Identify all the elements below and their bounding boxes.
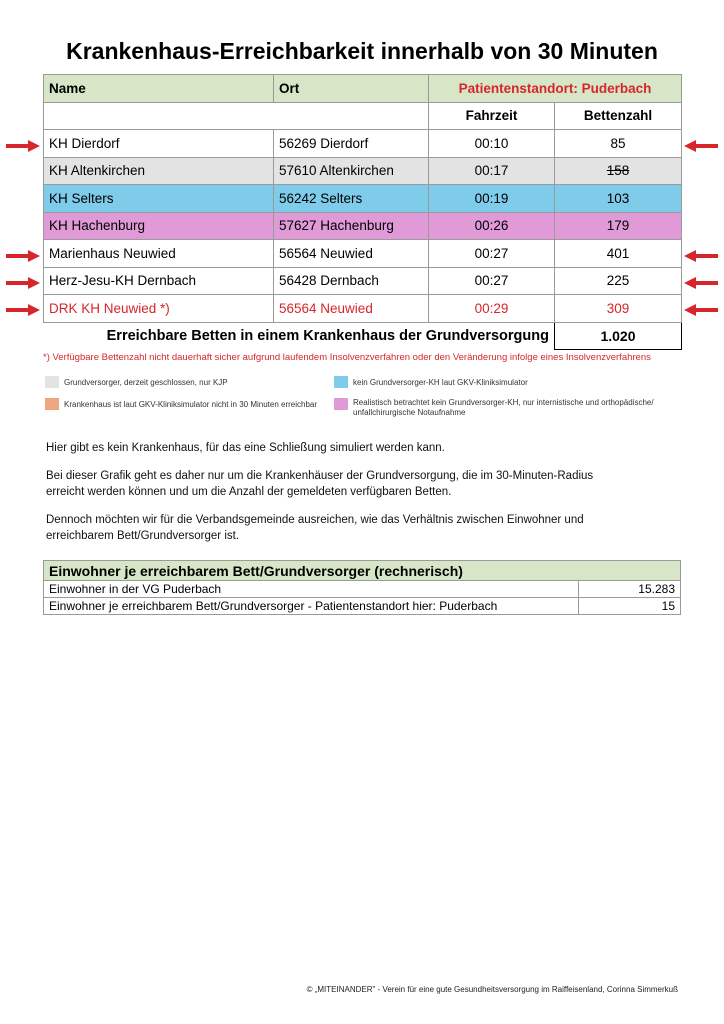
hospital-betten: 225 <box>555 267 682 295</box>
hospital-fahrzeit: 00:29 <box>429 295 555 323</box>
total-row <box>44 322 682 350</box>
legend-swatch-orange <box>45 398 59 410</box>
table-row <box>44 295 682 323</box>
paragraph-2 <box>46 468 686 500</box>
legend-swatch-blue <box>334 376 348 388</box>
hospital-betten <box>555 157 682 185</box>
legend-swatch-pink <box>334 398 348 410</box>
hospital-fahrzeit: 00:19 <box>429 185 555 213</box>
col-fahrzeit-header: Fahrzeit <box>429 102 555 130</box>
ratio-row2-value: 15 <box>579 598 681 615</box>
hospital-betten: 179 <box>555 212 682 240</box>
footnote: *) Verfügbare Bettenzahl nicht dauerhaft sicher aufgrund laufendem Insolvenzverfahren oder den Veränderung infolge eines Insolvenzverfahrens <box>43 352 651 363</box>
hospital-fahrzeit: 00:10 <box>429 130 555 158</box>
hospital-betten: 401 <box>555 240 682 268</box>
table-header-row <box>44 75 682 103</box>
arrow-right-icon <box>6 276 40 290</box>
legend-orange-text: Krankenhaus ist laut GKV-Kliniksimulator nicht in 30 Minuten erreichbar <box>64 400 318 409</box>
hospital-name: Marienhaus Neuwied <box>44 240 274 268</box>
table-row <box>44 157 682 185</box>
hospital-fahrzeit: 00:27 <box>429 267 555 295</box>
hospital-ort: 56428 Dernbach <box>274 267 429 295</box>
col-betten-header: Bettenzahl <box>555 102 682 130</box>
paragraph-3 <box>46 512 686 544</box>
table-row <box>44 130 682 158</box>
hospital-name: KH Dierdorf <box>44 130 274 158</box>
hospital-betten: 309 <box>555 295 682 323</box>
table-subheader-row <box>44 102 682 130</box>
table-row <box>44 185 682 213</box>
hospital-betten: 103 <box>555 185 682 213</box>
hospital-betten: 85 <box>555 130 682 158</box>
table-row <box>44 212 682 240</box>
hospital-ort: 57610 Altenkirchen <box>274 157 429 185</box>
location-header: Patientenstandort: Puderbach <box>429 75 682 103</box>
paragraph-2-line2: erreicht werden können und um die Anzahl der gemeldeten verfügbaren Betten. <box>46 486 452 498</box>
arrow-left-icon <box>684 303 718 317</box>
col-ort-header: Ort <box>274 75 429 103</box>
ratio-header: Einwohner je erreichbarem Bett/Grundversorger (rechnerisch) <box>44 561 681 581</box>
hospital-name: KH Selters <box>44 185 274 213</box>
legend-pink-line1: Realistisch betrachtet kein Grundversorger-KH, nur internistische und orthopädische/ <box>353 398 654 407</box>
hospital-ort: 57627 Hachenburg <box>274 212 429 240</box>
table-row <box>44 598 681 615</box>
hospital-name: DRK KH Neuwied *) <box>44 295 274 323</box>
subheader-blank <box>44 102 429 130</box>
ratio-table <box>43 560 681 615</box>
total-label: Erreichbare Betten in einem Krankenhaus der Grundversorgung <box>44 322 555 350</box>
hospital-fahrzeit: 00:26 <box>429 212 555 240</box>
hospital-ort: 56564 Neuwied <box>274 295 429 323</box>
arrow-right-icon <box>6 303 40 317</box>
paragraph-1: Hier gibt es kein Krankenhaus, für das eine Schließung simuliert werden kann. <box>46 442 445 454</box>
hospital-fahrzeit: 00:27 <box>429 240 555 268</box>
total-value: 1.020 <box>555 322 682 350</box>
paragraph-3-line1: Dennoch möchten wir für die Verbandsgemeinde ausreichen, wie das Verhältnis zwischen Einwohner und <box>46 514 584 526</box>
hospital-name: KH Hachenburg <box>44 212 274 240</box>
arrow-left-icon <box>684 276 718 290</box>
ratio-row1-label: Einwohner in der VG Puderbach <box>44 581 579 598</box>
hospital-table <box>43 74 682 350</box>
legend-pink-line2: unfallchirurgische Notaufnahme <box>353 408 466 417</box>
ratio-row2-label: Einwohner je erreichbarem Bett/Grundversorger - Patientenstandort hier: Puderbach <box>44 598 579 615</box>
arrow-left-icon <box>684 139 718 153</box>
betten-strikethrough: 158 <box>606 163 630 179</box>
arrow-right-icon <box>6 139 40 153</box>
arrow-right-icon <box>6 249 40 263</box>
ratio-header-row <box>44 561 681 581</box>
arrow-left-icon <box>684 249 718 263</box>
legend-swatch-gray <box>45 376 59 388</box>
hospital-ort: 56242 Selters <box>274 185 429 213</box>
col-name-header: Name <box>44 75 274 103</box>
ratio-row1-value: 15.283 <box>579 581 681 598</box>
footer-copyright: © „MITEINANDER" - Verein für eine gute Gesundheitsversorgung im Raiffeisenland, Corinna Simmerkuß <box>306 985 678 994</box>
page-title: Krankenhaus-Erreichbarkeit innerhalb von 30 Minuten <box>66 38 658 64</box>
paragraph-2-line1: Bei dieser Grafik geht es daher nur um die Krankenhäuser der Grundversorgung, die im 30-Minuten-Radius <box>46 470 594 482</box>
legend-blue-text: kein Grundversorger-KH laut GKV-Kliniksimulator <box>353 378 528 387</box>
hospital-fahrzeit: 00:17 <box>429 157 555 185</box>
hospital-name: Herz-Jesu-KH Dernbach <box>44 267 274 295</box>
table-row <box>44 240 682 268</box>
hospital-ort: 56564 Neuwied <box>274 240 429 268</box>
hospital-ort: 56269 Dierdorf <box>274 130 429 158</box>
table-row <box>44 267 682 295</box>
hospital-name: KH Altenkirchen <box>44 157 274 185</box>
legend-pink-text <box>353 398 654 418</box>
paragraph-3-line2: erreichbarem Bett/Grundversorger ist. <box>46 530 240 542</box>
legend-gray-text: Grundversorger, derzeit geschlossen, nur KJP <box>64 378 228 387</box>
table-row <box>44 581 681 598</box>
